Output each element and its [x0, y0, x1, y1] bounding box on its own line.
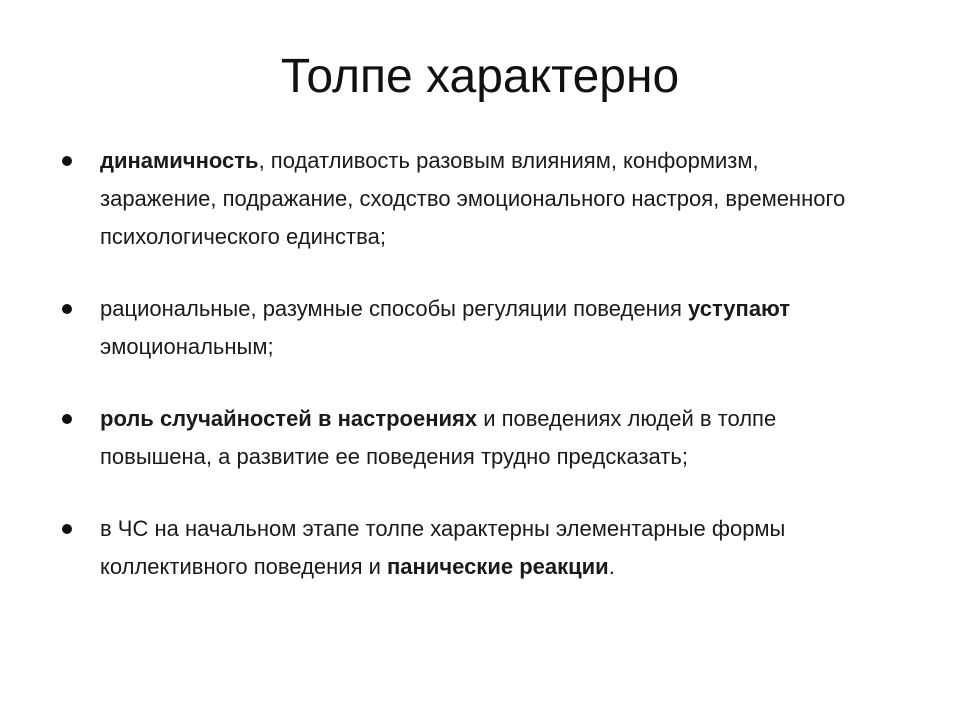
body-text: эмоциональным; [100, 334, 274, 359]
bullet-dot-icon [62, 156, 72, 166]
body-text: и поведениях людей в толпе повышена, а развитие ее поведения трудно предсказать; [100, 406, 777, 469]
body-text: , податливость разовым влияниям, конформизм, заражение, подражание, сходство эмоционального настроя, временного психологического единства; [100, 148, 846, 249]
bullet-dot-icon [62, 304, 72, 314]
body-text: в ЧС на начальном этапе толпе характерны элементарные формы коллективного поведения и [100, 516, 786, 579]
bullet-item [60, 142, 880, 256]
bullet-item [60, 400, 880, 476]
bullet-dot-icon [62, 414, 72, 424]
body-text: . [608, 554, 615, 579]
emphasis-text: динамичность [100, 148, 259, 173]
bullet-dot-icon [62, 524, 72, 534]
emphasis-text: роль случайностей в настроениях [100, 406, 478, 431]
slide-title: Толпе характерно [280, 50, 680, 103]
emphasis-text: панические реакции [387, 554, 609, 579]
bullet-item [60, 510, 880, 586]
bullet-list [60, 142, 880, 586]
bullet-item [60, 290, 880, 366]
emphasis-text: уступают [688, 296, 791, 321]
body-text: рациональные, разумные способы регуляции поведения [100, 296, 689, 321]
